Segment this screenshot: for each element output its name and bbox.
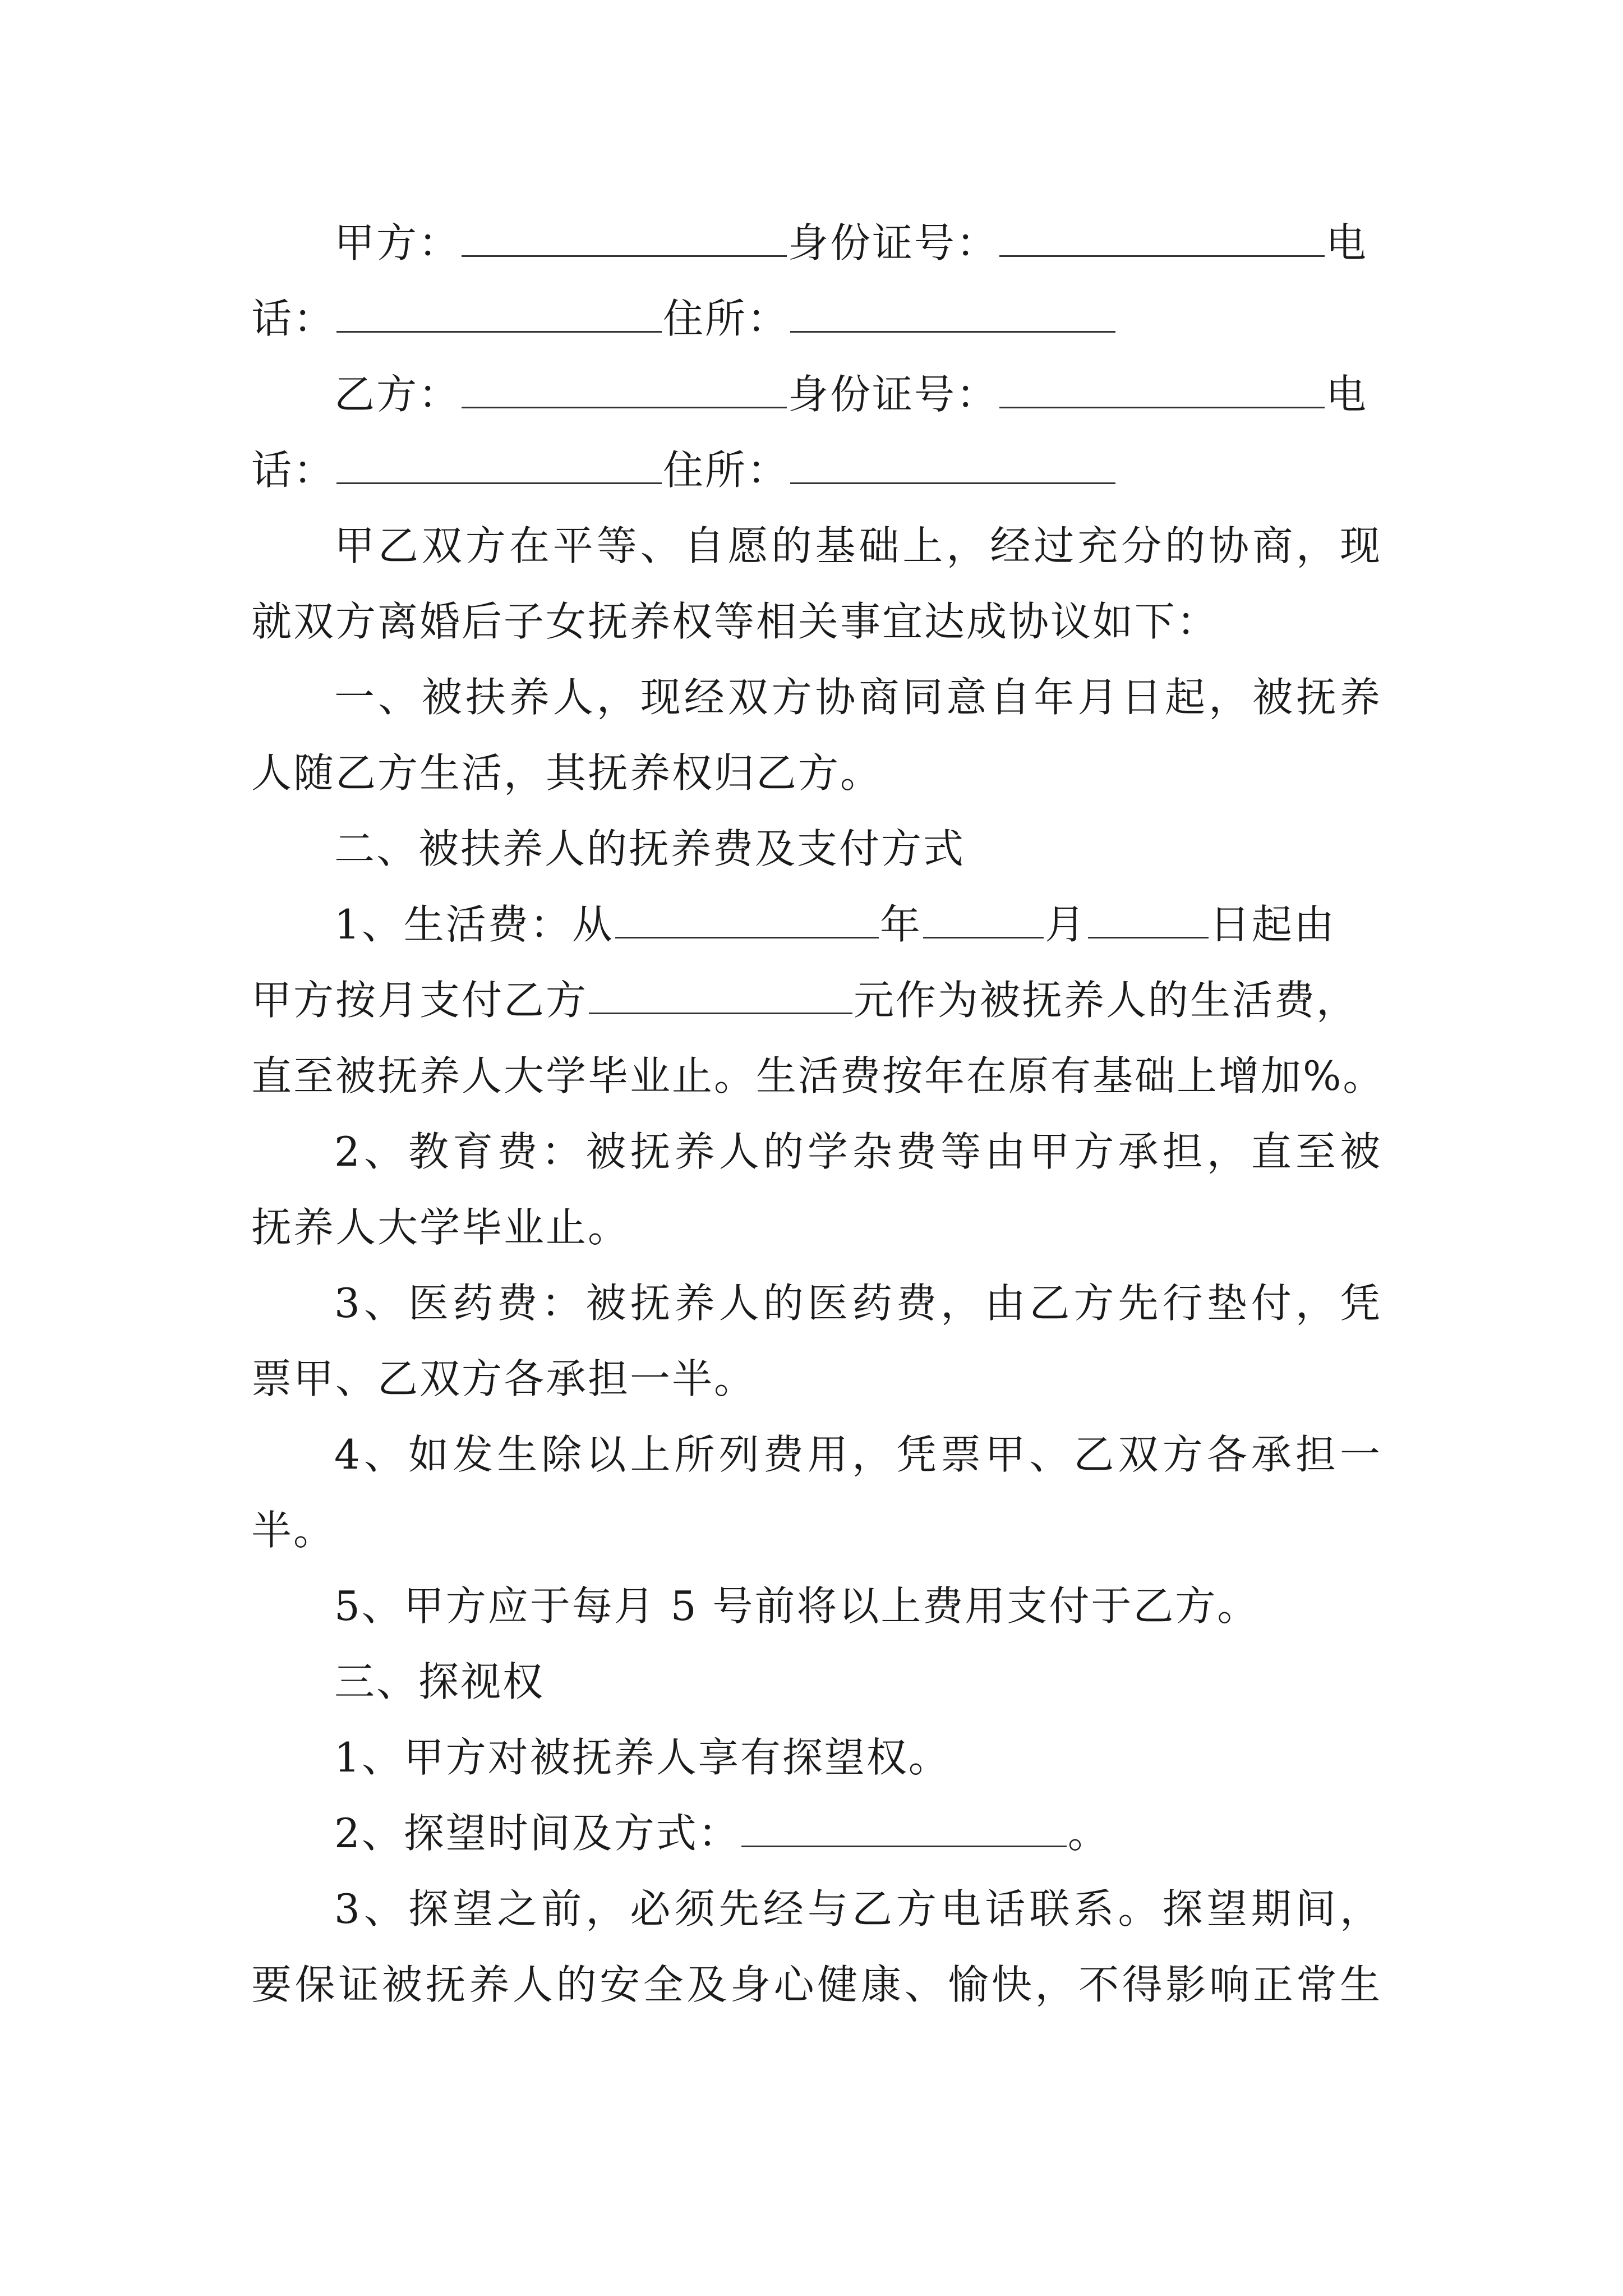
party-a-contact-line <box>251 288 1382 349</box>
party-a-phone-blank <box>336 296 662 333</box>
other-fee-line-2: 半。 <box>251 1507 336 1554</box>
education-fee-line-2: 抚养人大学毕业止。 <box>251 1204 630 1251</box>
payment-deadline-line: 5、甲方应于每月 5 号前将以上费用支付于乙方。 <box>334 1582 1260 1630</box>
clause-3-heading: 三、探视权 <box>334 1658 545 1705</box>
party-a-line <box>251 212 1382 274</box>
party-a-address-blank <box>790 296 1115 333</box>
phone-label-start: 电 <box>1326 219 1368 266</box>
preamble-line-2: 就双方离婚后子女抚养权等相关事宜达成协议如下： <box>251 598 1219 645</box>
clause-1-line-2: 人随乙方生活，其抚养权归乙方。 <box>251 749 883 797</box>
other-fee-line-1: 4、如发生除以上所列费用，凭票甲、乙双方各承担一 <box>334 1431 1382 1478</box>
phone-label-end: 话： <box>251 447 336 494</box>
visitation-method-label: 2、探望时间及方式： <box>334 1810 740 1857</box>
period-mark: 。 <box>1067 1810 1110 1857</box>
address-label: 住所： <box>663 295 790 342</box>
clause-2-heading: 二、被扶养人的抚养费及支付方式 <box>334 825 966 872</box>
start-day-blank <box>1088 902 1209 938</box>
medical-fee-line-1: 3、医药费：被抚养人的医药费，由乙方先行垫付，凭 <box>334 1280 1382 1327</box>
phone-label-end: 话： <box>251 295 336 342</box>
year-label: 年 <box>879 901 922 948</box>
start-month-blank <box>923 902 1044 938</box>
party-b-id-blank <box>999 372 1325 408</box>
visitation-rule-line-2: 要保证被抚养人的安全及身心健康、愉快，不得影响正常生 <box>251 1961 1382 2008</box>
living-expense-line-2 <box>251 969 1382 1031</box>
living-expense-line-3: 直至被抚养人大学毕业止。生活费按年在原有基础上增加%。 <box>251 1052 1385 1099</box>
start-year-blank <box>615 902 879 938</box>
visitation-method-blank <box>741 1811 1067 1847</box>
party-a-label: 甲方： <box>334 219 461 266</box>
party-b-contact-line <box>251 439 1382 501</box>
party-b-label: 乙方： <box>334 371 461 418</box>
amount-blank <box>589 978 852 1014</box>
party-b-phone-blank <box>336 448 662 484</box>
visitation-method-line <box>251 1802 1382 1864</box>
medical-fee-line-2: 票甲、乙双方各承担一半。 <box>251 1355 757 1402</box>
party-b-address-blank <box>790 448 1115 484</box>
living-expense-line-1 <box>251 894 1382 955</box>
monthly-payment-label: 甲方按月支付乙方 <box>251 977 588 1024</box>
amount-purpose: 元作为被抚养人的生活费， <box>854 977 1359 1024</box>
party-b-name-blank <box>462 372 787 408</box>
id-number-label: 身份证号： <box>788 371 999 418</box>
visitation-rule-line-1: 3、探望之前，必须先经与乙方电话联系。探望期间， <box>334 1885 1382 1932</box>
clause-1-line-1: 一、被扶养人，现经双方协商同意自年月日起，被抚养 <box>334 674 1382 721</box>
party-b-line <box>251 364 1382 425</box>
party-a-id-blank <box>999 220 1325 257</box>
phone-label-start: 电 <box>1326 371 1368 418</box>
education-fee-line-1: 2、教育费：被抚养人的学杂费等由甲方承担，直至被 <box>334 1128 1382 1175</box>
visitation-right-line: 1、甲方对被抚养人享有探望权。 <box>334 1734 951 1781</box>
preamble-line-1: 甲乙双方在平等、自愿的基础上，经过充分的协商，现 <box>334 522 1382 569</box>
id-number-label: 身份证号： <box>788 219 999 266</box>
address-label: 住所： <box>663 447 790 494</box>
party-a-name-blank <box>462 220 787 257</box>
day-label: 日起由 <box>1209 901 1336 948</box>
living-expense-label: 1、生活费：从 <box>334 901 614 948</box>
month-label: 月 <box>1044 901 1087 948</box>
